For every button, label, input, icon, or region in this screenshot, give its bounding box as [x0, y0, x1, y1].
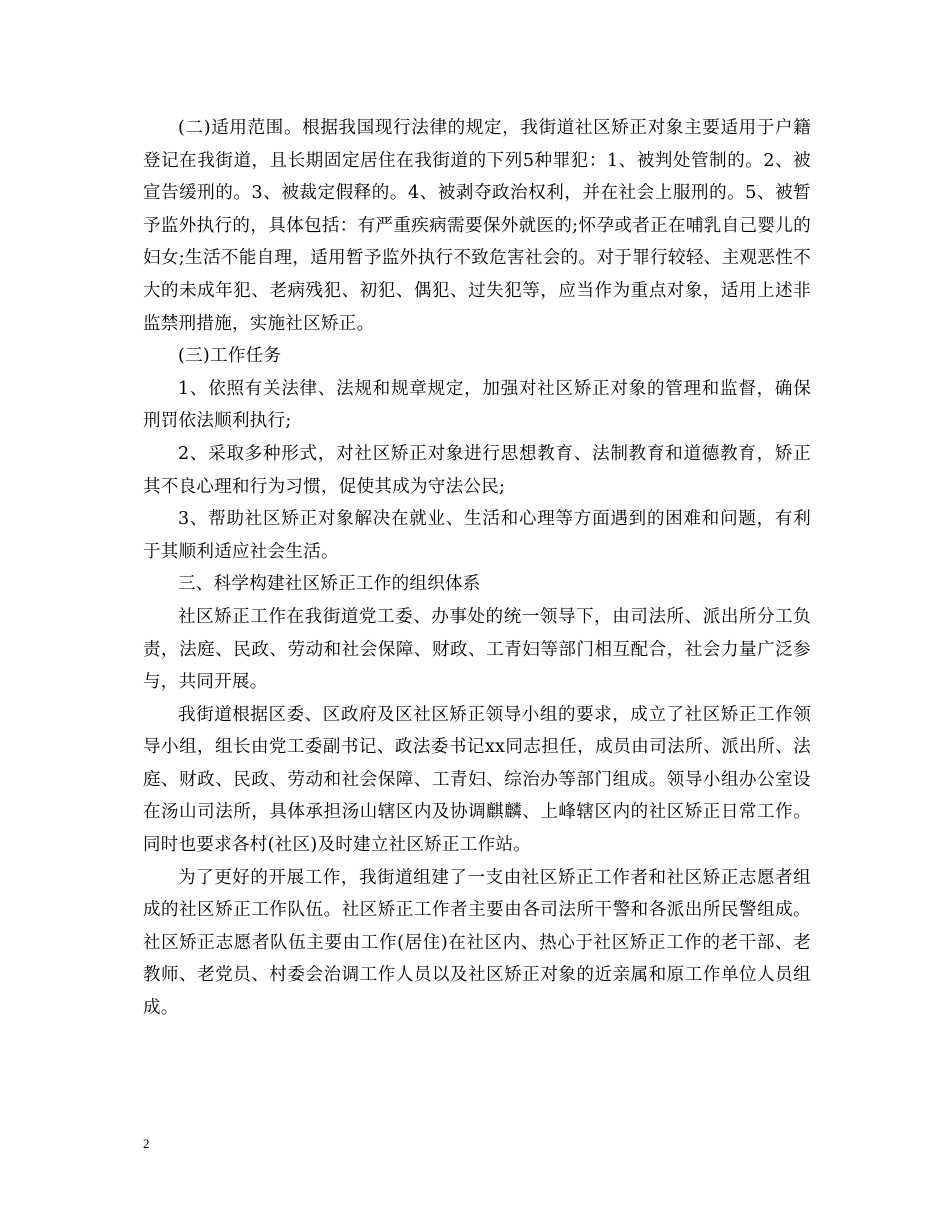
paragraph-scope: (二)适用范围。根据我国现行法律的规定，我街道社区矫正对象主要适用于户籍登记在我街道，且长期固定居住在我街道的下列5种罪犯：1、被判处管制的。2、被宣告缓刑的。3、被裁定假释的。4、被剥夺政治权利，并在社会上服刑的。5、被暂予监外执行的，具体包括：有严重疾病需要保外就医的;怀孕或者正在哺乳自己婴儿的妇女;生活不能自理，适用暂予监外执行不致危害社会的。对于罪行较轻、主观恶性不大的未成年犯、老病残犯、初犯、偶犯、过失犯等，应当作为重点对象，适用上述非监禁刑措施，实施社区矫正。 — [143, 118, 811, 334]
heading-work-tasks: (三)工作任务 — [178, 346, 282, 367]
paragraph-leading-group: 我街道根据区委、区政府及区社区矫正领导小组的要求，成立了社区矫正工作领导小组，组长由党工委副书记、政法委书记xx同志担任，成员由司法所、派出所、法庭、财政、民政、劳动和社会保障、工青妇、综治办等部门组成。领导小组办公室设在汤山司法所，具体承担汤山辖区内及协调麒麟、上峰辖区内的社区矫正日常工作。同时也要求各村(社区)及时建立社区矫正工作站。 — [143, 704, 811, 856]
paragraph-task-1: 1、依照有关法律、法规和规章规定，加强对社区矫正对象的管理和监督，确保刑罚依法顺利执行; — [143, 378, 811, 432]
document-body — [143, 112, 811, 1025]
heading-organization-system: 三、科学构建社区矫正工作的组织体系 — [178, 574, 481, 595]
paragraph-task-3: 3、帮助社区矫正对象解决在就业、生活和心理等方面遇到的困难和问题，有利于其顺利适应社会生活。 — [143, 509, 811, 562]
paragraph-team: 为了更好的开展工作，我街道组建了一支由社区矫正工作者和社区矫正志愿者组成的社区矫正工作队伍。社区矫正工作者主要由各司法所干警和各派出所民警组成。社区矫正志愿者队伍主要由工作(居住)在社区内、热心于社区矫正工作的老干部、老教师、老党员、村委会治调工作人员以及社区矫正对象的近亲属和原工作单位人员组成。 — [143, 867, 811, 1019]
paragraph-task-2: 2、采取多种形式，对社区矫正对象进行思想教育、法制教育和道德教育，矫正其不良心理和行为习惯，促使其成为守法公民; — [143, 443, 811, 497]
paragraph-leadership: 社区矫正工作在我街道党工委、办事处的统一领导下，由司法所、派出所分工负责，法庭、民政、劳动和社会保障、财政、工青妇等部门相互配合，社会力量广泛参与，共同开展。 — [143, 606, 811, 693]
page-number: 2 — [143, 1136, 150, 1151]
